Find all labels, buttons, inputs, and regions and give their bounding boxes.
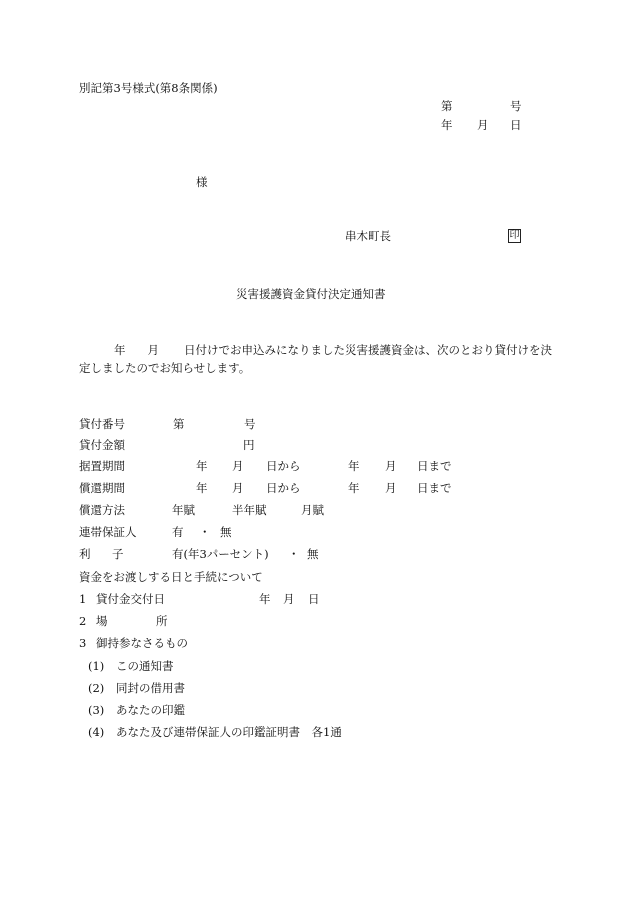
guarantor-label: 連帯保証人: [79, 525, 137, 539]
loan-number-suffix: 号: [244, 417, 256, 431]
number-prefix: 第: [441, 99, 453, 113]
deferment-year1: 年: [196, 459, 208, 473]
deferment-month2: 月: [385, 459, 397, 473]
sub-item-3-num: (3): [88, 703, 105, 717]
loan-amount-unit: 円: [243, 438, 255, 452]
repayment-month1: 月: [232, 481, 244, 495]
body-paragraph: [79, 341, 557, 377]
guarantor-no: 無: [220, 525, 232, 539]
sub-item-1-num: (1): [88, 659, 105, 673]
deferment-label: 据置期間: [79, 459, 125, 473]
method-annual: 年賦: [172, 503, 195, 517]
loan-number-prefix: 第: [173, 417, 185, 431]
handover-1-day: 日: [308, 592, 320, 606]
repayment-day1: 日から: [266, 481, 301, 495]
seal-mark: 印: [509, 230, 520, 241]
method-semiannual: 半年賦: [232, 503, 267, 517]
date-day: 日: [510, 118, 522, 132]
sub-item-2-num: (2): [88, 681, 105, 695]
body-text: 日付けでお申込みになりました災害援護資金は、次のとおり貸付けを決定しましたのでお知らせします。: [79, 343, 552, 375]
handover-3-label: 御持参なさるもの: [96, 636, 188, 650]
number-suffix: 号: [510, 99, 522, 113]
interest-label-2: 子: [112, 547, 124, 561]
form-header: 別記第3号様式(第8条関係): [79, 81, 218, 95]
repayment-month2: 月: [385, 481, 397, 495]
sub-item-1-text: この通知書: [116, 659, 174, 673]
body-year: 年: [114, 343, 126, 357]
handover-2-label-1: 場: [96, 614, 108, 628]
deferment-day1: 日から: [266, 459, 301, 473]
handover-1-label: 貸付金交付日: [96, 592, 165, 606]
interest-label-1: 利: [79, 547, 91, 561]
date-month: 月: [477, 118, 489, 132]
interest-no: 無: [307, 547, 319, 561]
method-monthly: 月賦: [301, 503, 324, 517]
handover-1-year: 年: [259, 592, 271, 606]
date-year: 年: [441, 118, 453, 132]
sub-item-4-num: (4): [88, 725, 105, 739]
deferment-day2: 日まで: [417, 459, 452, 473]
loan-number-label: 貸付番号: [79, 417, 125, 431]
addressee-suffix: 様: [196, 175, 208, 189]
interest-yes: 有(年3パーセント): [172, 547, 269, 561]
handover-2-num: 2: [79, 614, 87, 628]
handover-1-month: 月: [283, 592, 295, 606]
repayment-year1: 年: [196, 481, 208, 495]
handover-2-label-2: 所: [156, 614, 168, 628]
deferment-month1: 月: [232, 459, 244, 473]
method-label: 償還方法: [79, 503, 125, 517]
issuer: 串木町長: [345, 229, 391, 243]
body-month: 月: [147, 343, 159, 357]
sub-item-2-text: 同封の借用書: [116, 681, 185, 695]
deferment-year2: 年: [348, 459, 360, 473]
guarantor-dot: ・: [199, 525, 211, 539]
guarantor-yes: 有: [172, 525, 184, 539]
repayment-day2: 日まで: [417, 481, 452, 495]
document-title: 災害援護資金貸付決定通知書: [236, 287, 386, 301]
sub-item-4-text: あなた及び連帯保証人の印鑑証明書 各1通: [116, 725, 342, 739]
loan-amount-label: 貸付金額: [79, 438, 125, 452]
interest-dot: ・: [288, 547, 300, 561]
handover-1-num: 1: [79, 592, 87, 606]
repayment-label: 償還期間: [79, 481, 125, 495]
sub-item-3-text: あなたの印鑑: [116, 703, 185, 717]
handover-3-num: 3: [79, 636, 87, 650]
handover-heading: 資金をお渡しする日と手続について: [79, 570, 263, 584]
repayment-year2: 年: [348, 481, 360, 495]
